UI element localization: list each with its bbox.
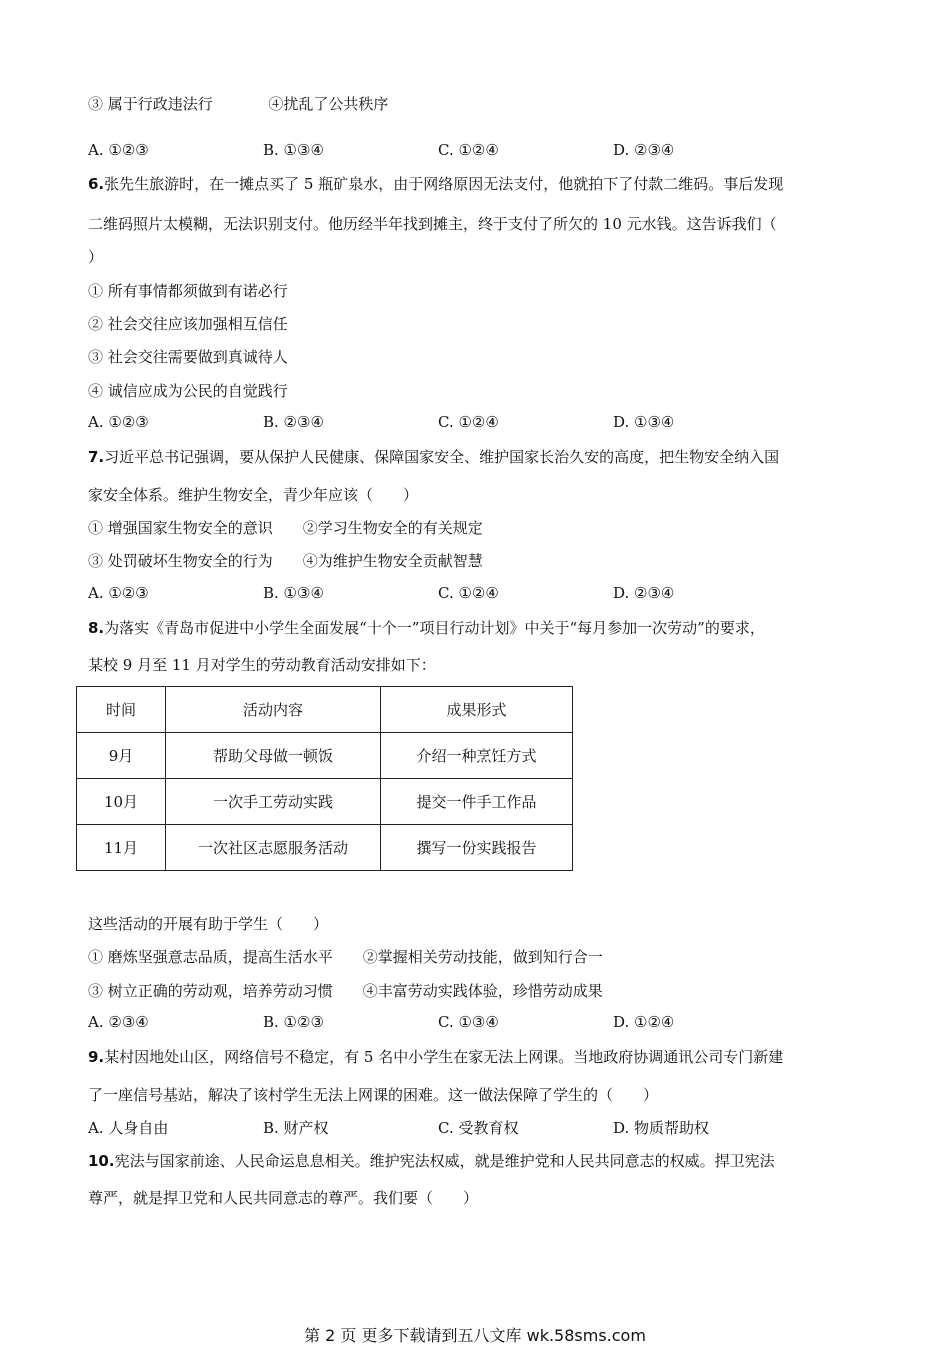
option-d[interactable]: D. 物质帮助权 bbox=[613, 1119, 710, 1137]
option-c[interactable]: C. ①③④ bbox=[438, 1013, 499, 1031]
question-number: 7. bbox=[88, 448, 105, 466]
q5-item-4: ④扰乱了公共秩序 bbox=[268, 95, 389, 113]
table-cell: 介绍一种烹饪方式 bbox=[381, 733, 573, 779]
option-a[interactable]: A. ①②③ bbox=[88, 141, 149, 159]
question-6-item: ② 社会交往应该加强相互信任 bbox=[88, 315, 288, 333]
question-7-item: ① 增强国家生物安全的意识 ②学习生物安全的有关规定 bbox=[88, 519, 483, 537]
page-footer: 第 2 页 更多下载请到五八文库 wk.58sms.com bbox=[304, 1326, 646, 1345]
activity-table bbox=[76, 686, 573, 871]
question-8-stem-line-2: 某校 9 月至 11 月对学生的劳动教育活动安排如下： bbox=[88, 656, 436, 674]
question-10-stem-line-2: 尊严，就是捍卫党和人民共同意志的尊严。我们要（ ） bbox=[88, 1189, 479, 1207]
option-d[interactable]: D. ②③④ bbox=[613, 584, 675, 602]
question-7-stem-line-1: 7.习近平总书记强调，要从保护人民健康、保障国家安全、维护国家长治久安的高度，把生物安全纳入国 bbox=[88, 448, 780, 466]
table-header: 时间 bbox=[77, 687, 166, 733]
table-cell: 帮助父母做一顿饭 bbox=[166, 733, 381, 779]
question-number: 8. bbox=[88, 619, 105, 637]
option-a[interactable]: A. ②③④ bbox=[88, 1013, 149, 1031]
table-row bbox=[77, 825, 573, 871]
option-b[interactable]: B. ①②③ bbox=[263, 1013, 324, 1031]
question-8-options bbox=[88, 1013, 788, 1031]
table-header: 活动内容 bbox=[166, 687, 381, 733]
table-cell: 一次社区志愿服务活动 bbox=[166, 825, 381, 871]
option-b[interactable]: B. ②③④ bbox=[263, 413, 324, 431]
table-row bbox=[77, 779, 573, 825]
option-b[interactable]: B. ①③④ bbox=[263, 141, 324, 159]
table-header: 成果形式 bbox=[381, 687, 573, 733]
table-header-row bbox=[77, 687, 573, 733]
question-7-item: ③ 处罚破坏生物安全的行为 ④为维护生物安全贡献智慧 bbox=[88, 552, 483, 570]
question-8-stem-line-1: 8.为落实《青岛市促进中小学生全面发展“十个一”项目行动计划》中关于“每月参加一次劳动”的要求， bbox=[88, 619, 765, 637]
question-9-stem-line-1: 9.某村因地处山区，网络信号不稳定，有 5 名中小学生在家无法上网课。当地政府协调通讯公司专门新建 bbox=[88, 1048, 784, 1066]
option-d[interactable]: D. ①③④ bbox=[613, 413, 675, 431]
table-cell: 11月 bbox=[77, 825, 166, 871]
question-8-item: ① 磨炼坚强意志品质，提高生活水平 ②掌握相关劳动技能，做到知行合一 bbox=[88, 948, 603, 966]
question-number: 10. bbox=[88, 1152, 115, 1170]
question-5-options bbox=[88, 141, 788, 159]
option-a[interactable]: A. ①②③ bbox=[88, 413, 149, 431]
question-6-item: ③ 社会交往需要做到真诚待人 bbox=[88, 348, 288, 366]
option-c[interactable]: C. ①②④ bbox=[438, 141, 499, 159]
question-7-stem-line-2: 家安全体系。维护生物安全，青少年应该（ ） bbox=[88, 486, 419, 504]
question-6-stem-line-1: 6.张先生旅游时，在一摊点买了 5 瓶矿泉水，由于网络原因无法支付，他就拍下了付款二维码。事后发现 bbox=[88, 175, 784, 193]
question-6-item: ④ 诚信应成为公民的自觉践行 bbox=[88, 382, 288, 400]
option-a[interactable]: A. ①②③ bbox=[88, 584, 149, 602]
table-cell: 9月 bbox=[77, 733, 166, 779]
option-d[interactable]: D. ②③④ bbox=[613, 141, 675, 159]
option-b[interactable]: B. ①③④ bbox=[263, 584, 324, 602]
table-cell: 一次手工劳动实践 bbox=[166, 779, 381, 825]
question-9-options bbox=[88, 1117, 788, 1138]
option-d[interactable]: D. ①②④ bbox=[613, 1013, 675, 1031]
question-7-options bbox=[88, 584, 788, 602]
question-6-options bbox=[88, 413, 788, 431]
option-c[interactable]: C. ①②④ bbox=[438, 413, 499, 431]
option-b[interactable]: B. 财产权 bbox=[263, 1119, 329, 1137]
option-a[interactable]: A. 人身自由 bbox=[88, 1119, 169, 1137]
question-5-items bbox=[88, 93, 388, 114]
question-6-stem-line-3: ） bbox=[88, 248, 104, 266]
table-cell: 提交一件手工作品 bbox=[381, 779, 573, 825]
table-cell: 10月 bbox=[77, 779, 166, 825]
question-10-stem-line-1: 10.宪法与国家前途、人民命运息息相关。维护宪法权威，就是维护党和人民共同意志的权威。捍卫宪法 bbox=[88, 1152, 775, 1170]
question-9-stem-line-2: 了一座信号基站，解决了该村学生无法上网课的困难。这一做法保障了学生的（ ） bbox=[88, 1086, 659, 1104]
question-8-prompt: 这些活动的开展有助于学生（ ） bbox=[88, 915, 329, 933]
question-number: 6. bbox=[88, 175, 105, 193]
table-row bbox=[77, 733, 573, 779]
question-6-stem-line-2: 二维码照片太模糊，无法识别支付。他历经半年找到摊主，终于支付了所欠的 10 元水钱。这告诉我们（ bbox=[88, 215, 777, 233]
q5-item-3: ③ 属于行政违法行 bbox=[88, 95, 213, 113]
option-c[interactable]: C. ①②④ bbox=[438, 584, 499, 602]
table-cell: 撰写一份实践报告 bbox=[381, 825, 573, 871]
question-number: 9. bbox=[88, 1048, 105, 1066]
option-c[interactable]: C. 受教育权 bbox=[438, 1119, 519, 1137]
question-6-item: ① 所有事情都须做到有诺必行 bbox=[88, 282, 288, 300]
question-8-item: ③ 树立正确的劳动观，培养劳动习惯 ④丰富劳动实践体验，珍惜劳动成果 bbox=[88, 982, 603, 1000]
